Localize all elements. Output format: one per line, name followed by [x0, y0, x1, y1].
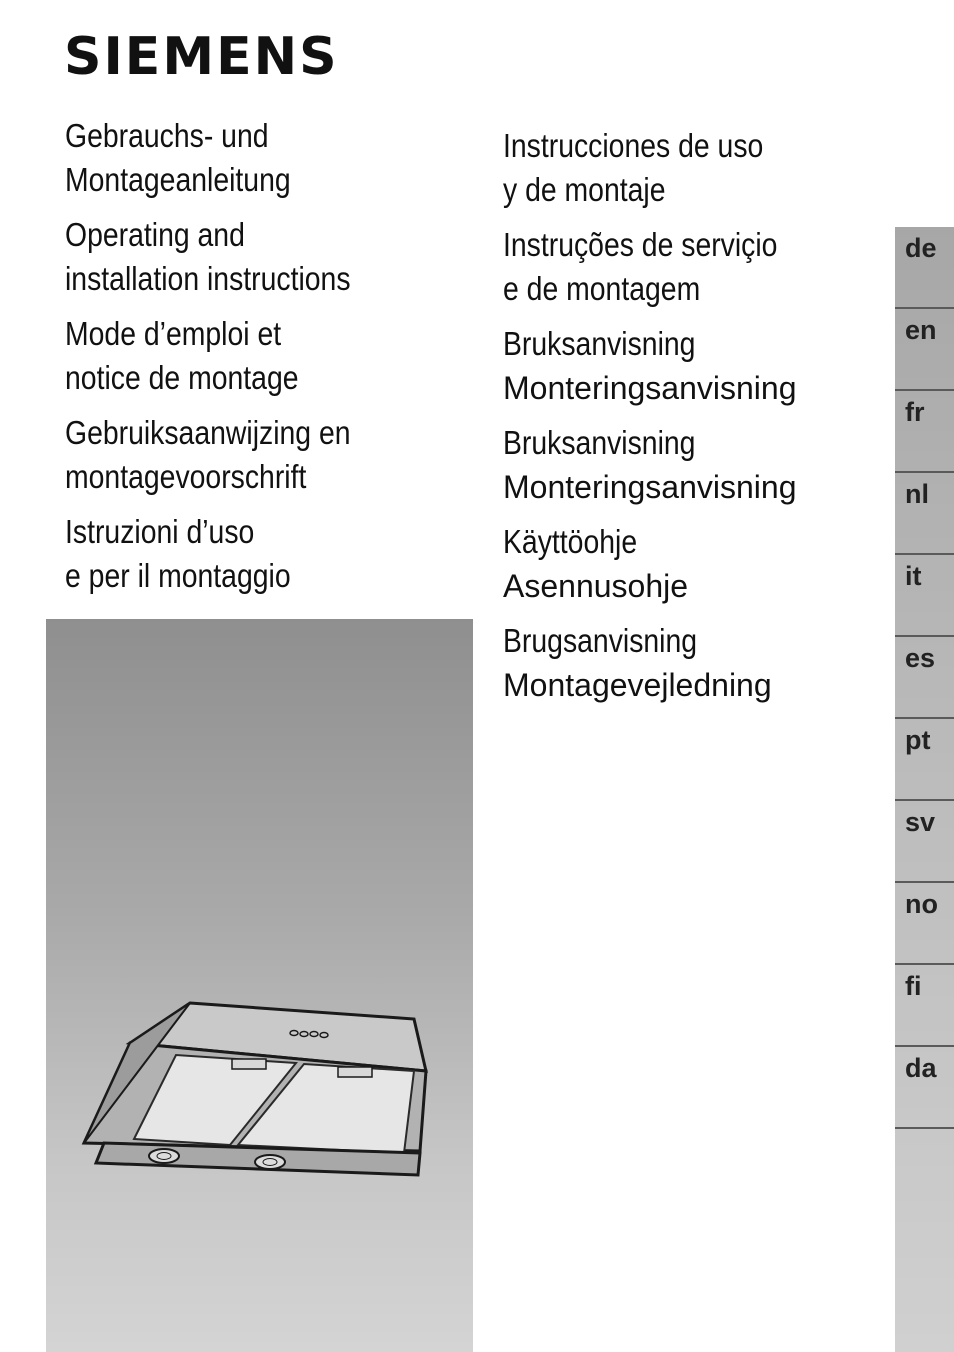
tab-fi[interactable]: [895, 965, 954, 1047]
title-french: [65, 312, 465, 400]
title-line: e de montagem: [503, 270, 701, 307]
title-line: Bruksanvisning: [503, 424, 696, 461]
title-portuguese: [503, 223, 863, 311]
tab-label: no: [905, 889, 938, 919]
title-line: Gebruiksaanwijzing en: [65, 414, 351, 451]
cooker-hood-illustration: [46, 619, 473, 1352]
title-line: montagevoorschrift: [65, 458, 307, 495]
title-line: y de montaje: [503, 171, 666, 208]
title-line: Käyttöohje: [503, 523, 638, 560]
title-line: Operating and: [65, 216, 245, 253]
light-left: [149, 1149, 179, 1163]
left-title-column: [65, 114, 465, 609]
title-line: Istruzioni d’uso: [65, 513, 255, 550]
tab-fr[interactable]: [895, 391, 954, 473]
tab-label: it: [905, 561, 922, 591]
title-danish: [503, 619, 863, 707]
tab-label: sv: [905, 807, 936, 837]
tab-label: de: [905, 233, 937, 263]
title-line: Asennusohje: [503, 568, 689, 604]
title-line: Gebrauchs- und: [65, 117, 269, 154]
title-swedish: [503, 322, 863, 410]
title-line: Monteringsanvisning: [503, 370, 797, 406]
tab-en[interactable]: [895, 309, 954, 391]
title-finnish: [503, 520, 863, 608]
product-image-panel: [46, 619, 473, 1352]
title-line: notice de montage: [65, 359, 299, 396]
title-line: Bruksanvisning: [503, 325, 696, 362]
title-line: Monteringsanvisning: [503, 469, 797, 505]
title-line: e per il montaggio: [65, 557, 291, 594]
title-line: Instruções de serviçio: [503, 226, 778, 263]
title-spanish: [503, 124, 863, 212]
tab-nl[interactable]: [895, 473, 954, 555]
tab-da[interactable]: [895, 1047, 954, 1129]
title-norwegian: [503, 421, 863, 509]
title-line: Brugsanvisning: [503, 622, 698, 659]
tab-label: pt: [905, 725, 931, 755]
tab-pt[interactable]: [895, 719, 954, 801]
tab-label: fi: [905, 971, 922, 1001]
filter-latch: [338, 1067, 372, 1077]
title-german: [65, 114, 465, 202]
right-title-column: [503, 124, 863, 718]
tab-es[interactable]: [895, 637, 954, 719]
tab-label: en: [905, 315, 937, 345]
light-right: [255, 1155, 285, 1169]
language-tab-strip: [895, 227, 954, 1352]
tab-label: nl: [905, 479, 929, 509]
title-italian: [65, 510, 465, 598]
title-line: Montagevejledning: [503, 667, 772, 703]
tab-de[interactable]: [895, 227, 954, 309]
title-line: Montageanleitung: [65, 161, 291, 198]
siemens-logo: SIEMENS: [64, 27, 339, 87]
tab-sv[interactable]: [895, 801, 954, 883]
tab-it[interactable]: [895, 555, 954, 637]
tab-label: da: [905, 1053, 937, 1083]
title-dutch: [65, 411, 465, 499]
tab-label: es: [905, 643, 936, 673]
title-line: Instrucciones de uso: [503, 127, 764, 164]
title-english: [65, 213, 465, 301]
title-line: installation instructions: [65, 260, 351, 297]
tab-label: fr: [905, 397, 925, 427]
filter-latch: [232, 1059, 266, 1069]
title-line: Mode d’emploi et: [65, 315, 282, 352]
tab-no[interactable]: [895, 883, 954, 965]
